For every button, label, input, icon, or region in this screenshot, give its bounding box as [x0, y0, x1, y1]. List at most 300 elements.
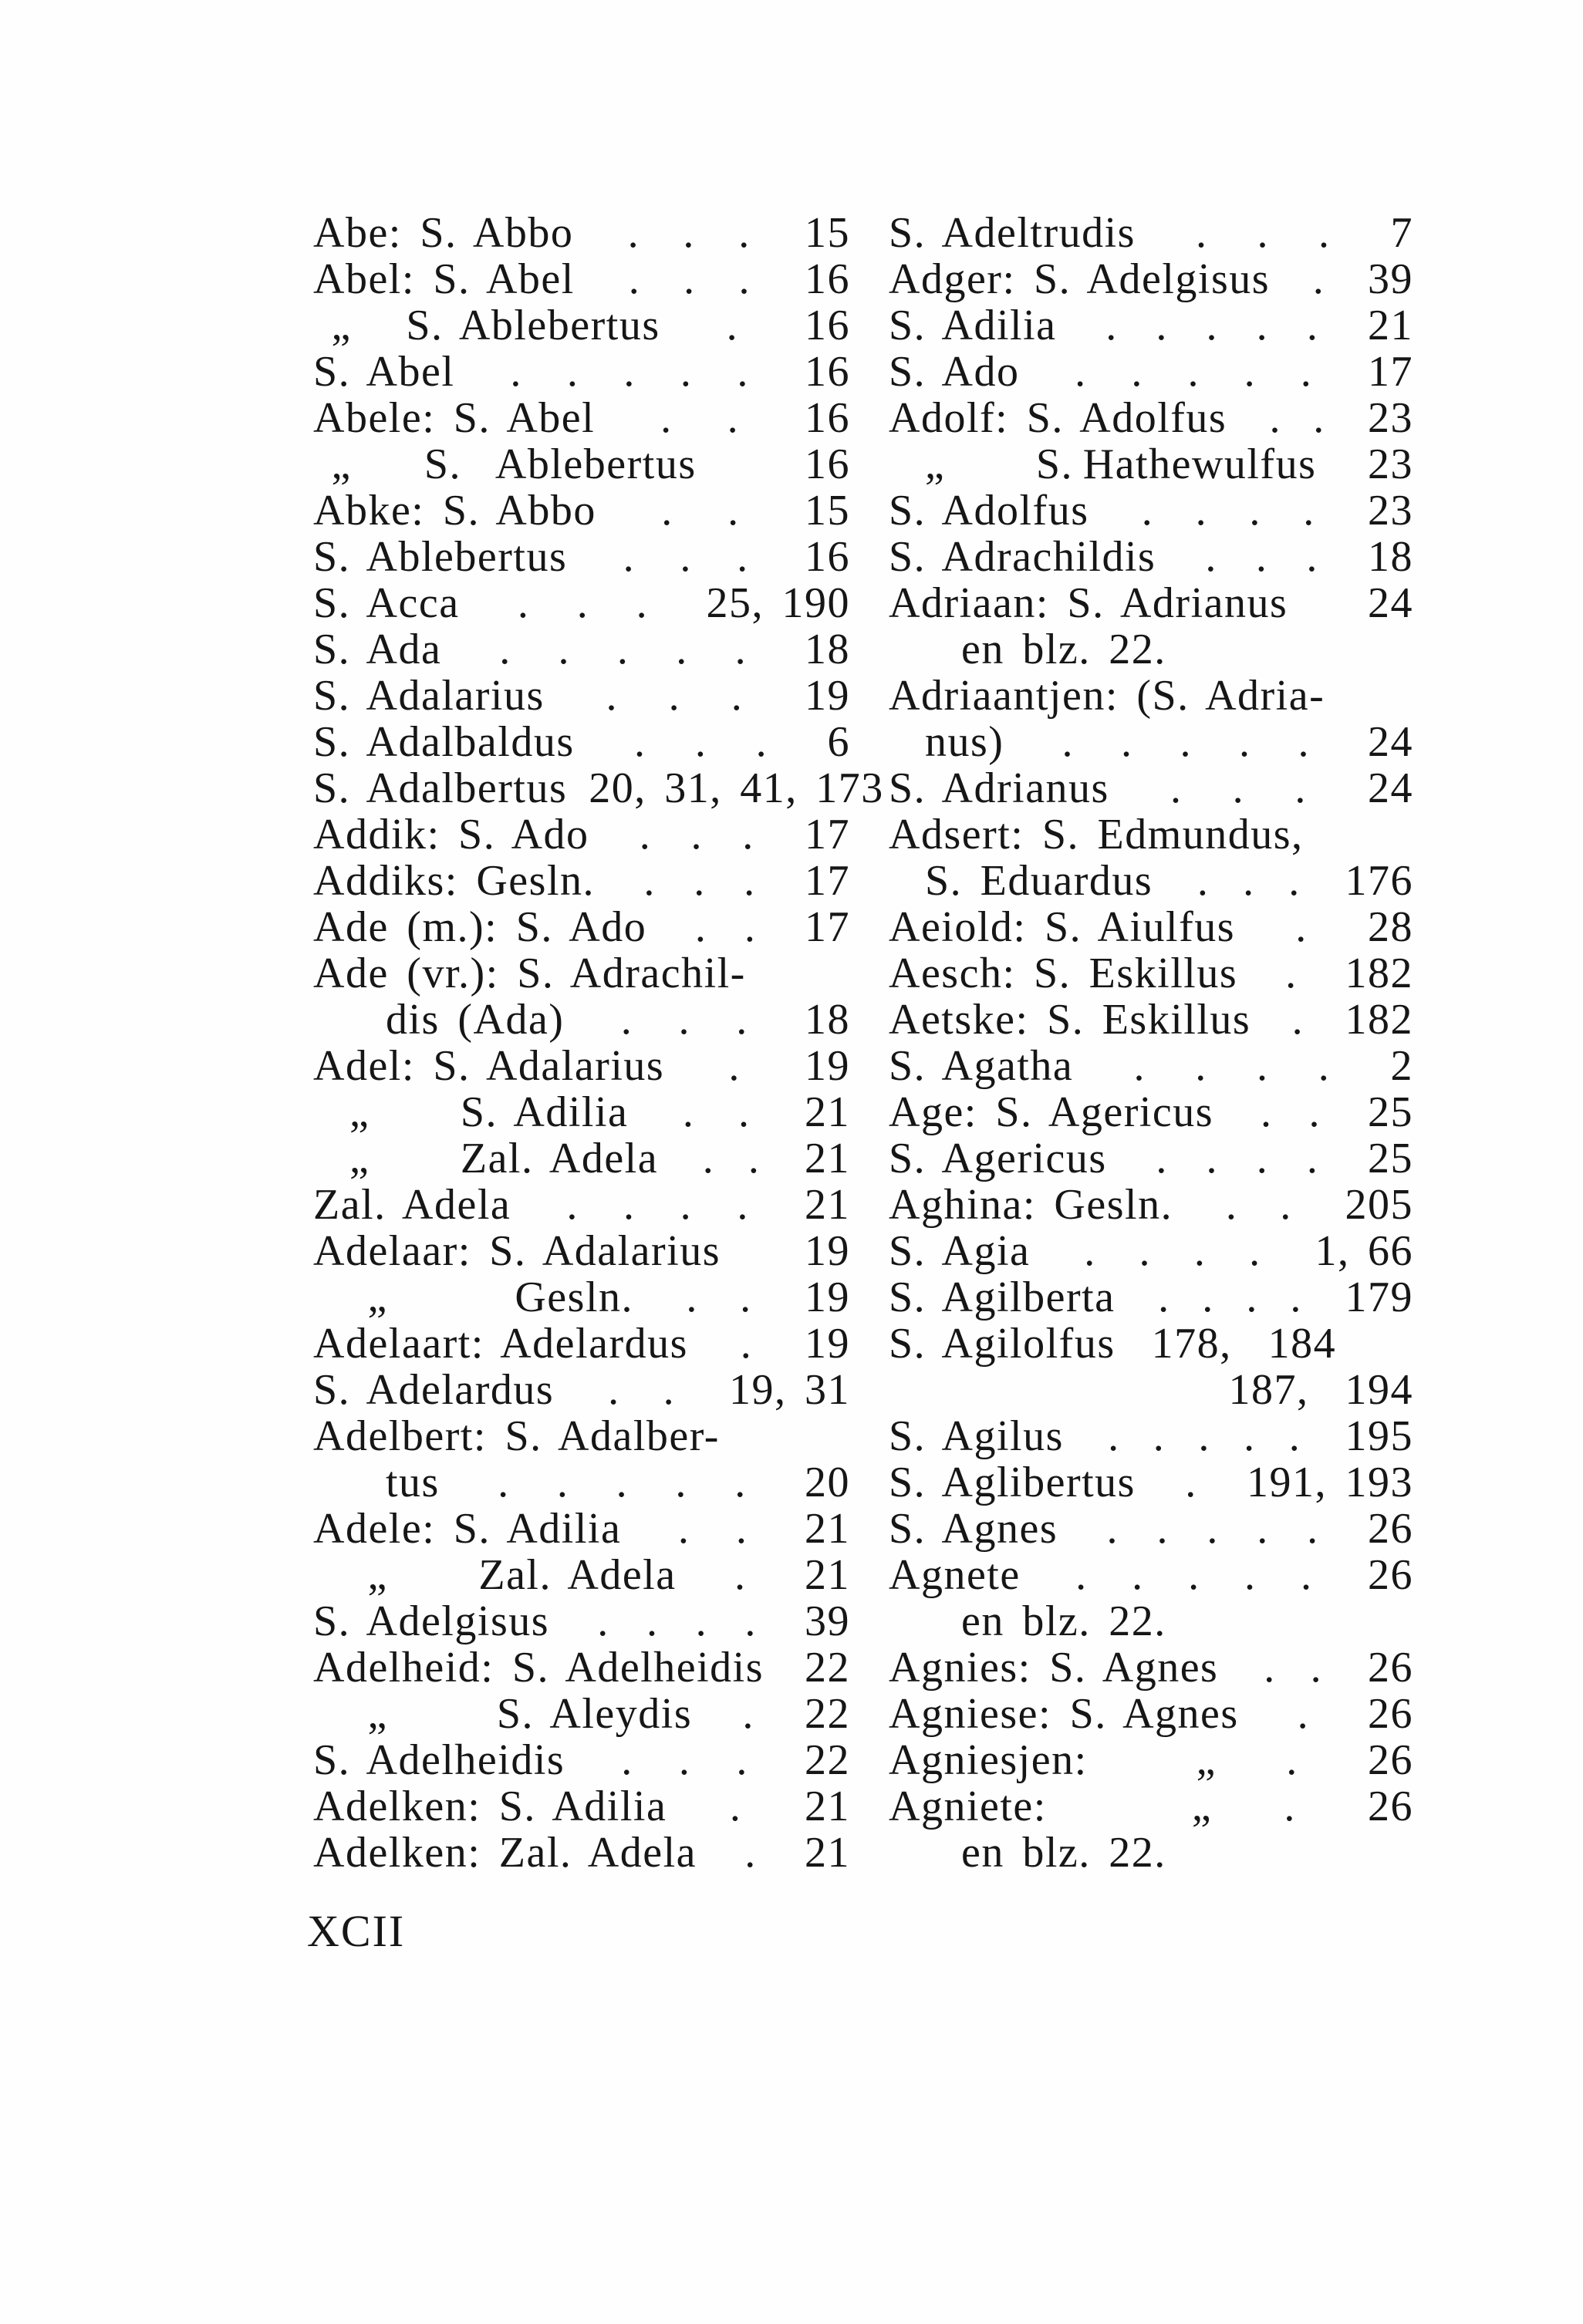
index-entry [889, 256, 1413, 302]
leader-dot: . [1158, 1273, 1170, 1321]
entry-page-number: 26 [1368, 1783, 1413, 1830]
index-entry [313, 904, 850, 950]
index-entry [313, 210, 850, 256]
leader-dot: . [740, 1320, 753, 1368]
entry-page-number: 21 [805, 1783, 850, 1830]
leader-dots [1057, 302, 1368, 349]
index-entry [313, 1413, 850, 1459]
leader-dot: . [1312, 255, 1325, 303]
entry-page-number: 21 [805, 1181, 850, 1229]
leader-dot: . [1298, 718, 1310, 766]
leader-dot: . [1141, 487, 1154, 535]
entry-page-number: 24 [1368, 579, 1413, 627]
entry-label: „ S. Aleydis [313, 1690, 693, 1738]
leader-dot: . [498, 1459, 510, 1506]
index-entry [889, 1043, 1413, 1089]
leader-dot: . [748, 1135, 761, 1182]
entry-label: S. Agatha [889, 1042, 1074, 1090]
leader-dots [1218, 1644, 1368, 1691]
entry-label: S. Agericus [889, 1135, 1107, 1182]
entry-page-number: 7 [1390, 209, 1413, 257]
entry-label: Aesch: S. Eskillus [889, 950, 1238, 997]
entry-page-number: 26 [1368, 1551, 1413, 1599]
leader-dot: . [1291, 996, 1305, 1044]
leader-dot: . [683, 209, 695, 257]
index-entry [313, 1506, 850, 1552]
leader-dot: . [1132, 1551, 1144, 1599]
leader-dot: . [1105, 302, 1118, 349]
leader-dots [1270, 256, 1368, 302]
index-entry [889, 1413, 1413, 1459]
entry-label: S. Adelheidis [313, 1736, 565, 1784]
entry-label: Agniese: S. Agnes [889, 1690, 1239, 1738]
leader-dots [511, 1182, 805, 1228]
leader-dots [1116, 1274, 1345, 1321]
leader-dot: . [510, 348, 522, 396]
leader-dots [1136, 210, 1391, 256]
entry-label: Adriaantjen: (S. Adria- [889, 672, 1325, 720]
leader-dots [1021, 1552, 1368, 1598]
leader-dot: . [727, 394, 740, 442]
leader-dot: . [1244, 348, 1257, 396]
leader-dots [1156, 534, 1368, 580]
entry-label: Adelaart: Adelardus [313, 1320, 688, 1368]
leader-dot: . [633, 718, 646, 766]
leader-dots [1212, 1783, 1368, 1830]
leader-dot: . [676, 626, 688, 673]
leader-dot: . [740, 1273, 752, 1321]
leader-dots [1217, 1737, 1368, 1783]
leader-dot: . [1306, 533, 1318, 581]
leader-dots [595, 858, 805, 904]
leader-dot: . [1306, 1135, 1319, 1182]
index-entry [889, 580, 1413, 626]
leader-dot: . [1207, 1505, 1219, 1553]
leader-dot: . [1075, 348, 1087, 396]
index-entry [889, 1598, 1413, 1644]
leader-dot: . [683, 255, 696, 303]
leader-dot: . [1300, 1551, 1313, 1599]
leader-dot: . [556, 1459, 569, 1506]
entry-page-number: 16 [805, 394, 850, 442]
leader-dots [565, 1737, 805, 1783]
leader-dot: . [1156, 302, 1168, 349]
leader-dots [621, 1506, 805, 1552]
leader-dots [575, 256, 805, 302]
leader-dot: . [731, 672, 744, 720]
index-entry [313, 349, 850, 395]
leader-dot: . [643, 857, 656, 905]
leader-dots [440, 1459, 805, 1506]
leader-dots [554, 1367, 729, 1413]
entry-page-number: 176 [1345, 857, 1413, 905]
leader-dot: . [566, 348, 579, 396]
leader-dot: . [1261, 1088, 1273, 1136]
entry-label: S. Eduardus [889, 857, 1153, 905]
entry-label: Addik: S. Ado [313, 811, 589, 858]
leader-dot: . [1238, 718, 1251, 766]
leader-dot: . [695, 1597, 708, 1645]
index-column-right [889, 210, 1413, 1876]
entry-label: Adsert: S. Edmundus, [889, 811, 1304, 858]
leader-dot: . [623, 348, 636, 396]
leader-dot: . [1244, 1551, 1257, 1599]
leader-dot: . [1206, 302, 1218, 349]
index-entry [313, 1182, 850, 1228]
entry-label: „ S. Hathewulfus [889, 440, 1317, 488]
leader-dot: . [737, 348, 749, 396]
index-entry [889, 1830, 1413, 1876]
leader-dots [658, 1135, 805, 1182]
leader-dot: . [734, 1551, 747, 1599]
leader-dot: . [737, 533, 749, 581]
entry-page-number: 17 [1368, 348, 1413, 396]
entry-label: Adriaan: S. Adrianus [889, 579, 1288, 627]
entry-label: S. Ada [313, 626, 442, 673]
leader-dot: . [727, 487, 740, 535]
entry-label: S. Abel [313, 348, 455, 396]
index-entry [313, 950, 850, 997]
entry-label: S. Agia [889, 1227, 1031, 1275]
index-entry [889, 950, 1413, 997]
leader-dot: . [678, 1736, 691, 1784]
entry-page-number: 23 [1368, 394, 1413, 442]
entry-page-number: 18 [805, 996, 850, 1044]
entry-page-number: 6 [827, 718, 850, 766]
entry-label: S. Adrachildis [889, 533, 1156, 581]
entry-label: tus [313, 1459, 440, 1506]
entry-label: S. Adrianus [889, 764, 1109, 812]
entry-page-number: 195 [1345, 1412, 1413, 1460]
index-entry [313, 1783, 850, 1830]
entry-page-number: 25, 190 [706, 579, 850, 627]
leader-dot: . [1269, 394, 1281, 442]
leader-dot: . [735, 1505, 748, 1553]
leader-dot: . [742, 811, 754, 858]
index-entry [889, 626, 1413, 673]
leader-dot: . [1308, 1088, 1321, 1136]
leader-dot: . [1075, 1551, 1088, 1599]
leader-dots [697, 1830, 805, 1876]
leader-dot: . [1264, 1644, 1276, 1692]
leader-dots [549, 1598, 805, 1644]
entry-page-number: 28 [1368, 903, 1413, 951]
entry-page-number: 20, 31, 41, 173 [589, 764, 884, 812]
index-entry [889, 302, 1413, 349]
entry-page-number: 21 [805, 1088, 850, 1136]
leader-dots [688, 1321, 805, 1367]
entry-page-number: 24 [1368, 718, 1413, 766]
leader-dot: . [738, 209, 751, 257]
entry-page-number: 17 [805, 903, 850, 951]
index-entry [889, 1321, 1413, 1367]
entry-page-number: 15 [805, 209, 850, 257]
leader-dot: . [1156, 1135, 1168, 1182]
leader-dots [667, 1783, 805, 1830]
index-entry [889, 1135, 1413, 1182]
leader-dot: . [1170, 764, 1183, 812]
index-entry [313, 1043, 850, 1089]
index-entry [313, 1830, 850, 1876]
entry-label: nus) [889, 718, 1004, 766]
entry-label: Abke: S. Abbo [313, 487, 596, 535]
index-entry [889, 1089, 1413, 1135]
leader-dot: . [639, 811, 652, 858]
index-entry [313, 441, 850, 487]
leader-dot: . [742, 1690, 754, 1738]
entry-label: Age: S. Agericus [889, 1088, 1214, 1136]
leader-dots [1136, 1459, 1247, 1506]
entry-label: S. Adolfus [889, 487, 1089, 535]
leader-dot: . [1232, 764, 1245, 812]
leader-dot: . [1180, 718, 1192, 766]
index-entry [889, 858, 1413, 904]
entry-label: Adelken: Zal. Adela [313, 1829, 697, 1877]
leader-dot: . [1139, 1227, 1152, 1275]
page-footer-folio: XCII [307, 1906, 406, 1956]
entry-page-number: 22 [805, 1644, 850, 1692]
leader-dot: . [755, 718, 768, 766]
leader-dot: . [1243, 857, 1255, 905]
entry-label: „ S. Adilia [313, 1088, 629, 1136]
leader-dots [1251, 997, 1345, 1043]
leader-dot: . [1156, 1505, 1169, 1553]
entry-label: Aghina: Gesln. [889, 1181, 1173, 1229]
leader-dots [1004, 719, 1368, 765]
leader-dot: . [558, 626, 571, 673]
entry-label: S. Adalarius [313, 672, 545, 720]
entry-page-number: 26 [1368, 1505, 1413, 1553]
entry-label: S. Ado [889, 348, 1020, 396]
leader-dot: . [1108, 1412, 1120, 1460]
entry-label: S. Aglibertus [889, 1459, 1136, 1506]
entry-page-number: 21 [1368, 302, 1413, 349]
leader-dot: . [1084, 1227, 1096, 1275]
leader-dot: . [1246, 1273, 1258, 1321]
entry-label: Adelaar: S. Adalarius [313, 1227, 721, 1275]
entry-page-number: 1, 66 [1315, 1227, 1413, 1275]
leader-dot: . [1195, 209, 1208, 257]
leader-dot: . [682, 1088, 695, 1136]
leader-dot: . [744, 857, 756, 905]
index-entry [889, 1737, 1413, 1783]
leader-dots [441, 626, 805, 673]
leader-dots [460, 580, 707, 626]
leader-dot: . [606, 672, 618, 720]
entry-page-number: 17 [805, 811, 850, 858]
entry-page-number: 16 [805, 533, 850, 581]
leader-dots [1107, 1135, 1368, 1182]
entry-label: Agniete: „ [889, 1783, 1213, 1830]
leader-dot: . [668, 672, 681, 720]
leader-dot: . [1303, 487, 1315, 535]
leader-dot: . [660, 394, 673, 442]
entry-page-number: 26 [1368, 1736, 1413, 1784]
index-entry [313, 626, 850, 673]
index-entry [313, 1321, 850, 1367]
index-entry [889, 1644, 1413, 1691]
leader-dot: . [1257, 1505, 1269, 1553]
leader-dot: . [737, 1181, 749, 1229]
index-entry [889, 1506, 1413, 1552]
index-entry [889, 1691, 1413, 1737]
index-entry [889, 1228, 1413, 1274]
entry-page-number: 2 [1390, 1042, 1413, 1090]
leader-dot: . [1288, 1412, 1301, 1460]
entry-page-number: 22 [805, 1736, 850, 1784]
entry-page-number: 23 [1368, 487, 1413, 535]
index-entry [313, 1274, 850, 1321]
index-entry [313, 256, 850, 302]
leader-dot: . [678, 996, 690, 1044]
leader-dot: . [734, 626, 748, 673]
leader-dot: . [1286, 1736, 1298, 1784]
entry-page-number: 182 [1345, 996, 1413, 1044]
index-entry [313, 302, 850, 349]
leader-dot: . [636, 579, 649, 627]
leader-dot: . [680, 348, 693, 396]
leader-dot: . [680, 1181, 693, 1229]
entry-label: S. Agilberta [889, 1273, 1116, 1321]
leader-dot: . [1131, 348, 1143, 396]
leader-dots [1058, 1506, 1368, 1552]
leader-dot: . [726, 302, 739, 349]
index-entry [889, 1367, 1413, 1413]
index-entry [889, 441, 1413, 487]
entry-label: dis (Ada) [313, 996, 565, 1044]
leader-dot: . [675, 1459, 687, 1506]
leader-dot: . [1244, 1412, 1256, 1460]
leader-dot: . [1307, 1505, 1319, 1553]
entry-page-number: 18 [805, 626, 850, 673]
leader-dots [1089, 487, 1369, 534]
index-entry [889, 1552, 1413, 1598]
entry-page-number: 21 [805, 1135, 850, 1182]
entry-label: Agniesjen: „ [889, 1736, 1217, 1784]
leader-dot: . [1313, 394, 1325, 442]
entry-page-number: 16 [805, 440, 850, 488]
leader-dot: . [1120, 718, 1133, 766]
leader-dots [633, 1274, 805, 1321]
leader-dots [1173, 1182, 1345, 1228]
entry-label: „ S. Ablebertus [313, 440, 697, 488]
entry-page-number: 191, 193 [1247, 1459, 1413, 1506]
entry-label: „ Zal. Adela [313, 1135, 659, 1182]
entry-label: S. Ablebertus [313, 533, 568, 581]
leader-dots [545, 673, 805, 719]
entry-label: en blz. 22. [889, 1597, 1166, 1645]
leader-dot: . [1256, 1042, 1269, 1090]
leader-dot: . [1257, 209, 1269, 257]
index-entry [889, 904, 1413, 950]
leader-dots [1153, 858, 1345, 904]
entry-label: „ Gesln. [313, 1273, 634, 1321]
leader-dots [1030, 1228, 1315, 1274]
entry-label: S. Agilolfus 178, 184 [889, 1320, 1337, 1368]
entry-page-number: 19 [805, 1273, 850, 1321]
index-entry [889, 487, 1413, 534]
entry-label: Ade (vr.): S. Adrachil- [313, 950, 746, 997]
index-entry [889, 1783, 1413, 1830]
leader-dot: . [1195, 487, 1208, 535]
leader-dot: . [663, 1366, 676, 1414]
index-entry [313, 534, 850, 580]
index-column-left [313, 209, 884, 1877]
index-entry [313, 1135, 850, 1182]
index-entry [313, 811, 850, 858]
leader-dot: . [1205, 533, 1217, 581]
index-entry [889, 811, 1413, 858]
index-entry [889, 1459, 1413, 1506]
entry-label: Aetske: S. Eskillus [889, 996, 1251, 1044]
index-entry [313, 1089, 850, 1135]
entry-page-number: 16 [805, 255, 850, 303]
index-entry [313, 673, 850, 719]
entry-label: S. Agilus [889, 1412, 1064, 1460]
index-entry [889, 395, 1413, 441]
entry-label: en blz. 22. [889, 1829, 1166, 1877]
leader-dot: . [736, 1736, 748, 1784]
leader-dot: . [1294, 764, 1307, 812]
entry-label: Adel: S. Adalarius [313, 1042, 665, 1090]
leader-dots [596, 487, 805, 534]
index-entry [313, 1737, 850, 1783]
entry-page-number: 26 [1368, 1644, 1413, 1692]
entry-page-number: 187, 194 [1228, 1366, 1413, 1414]
leader-dot: . [728, 1042, 741, 1090]
entry-label: Adolf: S. Adolfus [889, 394, 1227, 442]
leader-dot: . [1256, 302, 1269, 349]
leader-dot: . [686, 1273, 698, 1321]
index-entry [313, 1691, 850, 1737]
entry-label: Abe: S. Abbo [313, 209, 574, 257]
leader-dot: . [628, 255, 641, 303]
leader-dot: . [1133, 1042, 1146, 1090]
index-entry [889, 1274, 1413, 1321]
leader-dot: . [1062, 718, 1074, 766]
entry-label: Adger: S. Adelgisus [889, 255, 1271, 303]
entry-page-number: 179 [1345, 1273, 1413, 1321]
index-entry [313, 764, 884, 812]
entry-label: Agnies: S. Agnes [889, 1644, 1219, 1692]
entry-page-number: 19, 31 [729, 1366, 850, 1414]
entry-label: en blz. 22. [889, 626, 1166, 673]
leader-dot: . [1284, 1783, 1296, 1830]
entry-label: S. Adelgisus [313, 1597, 550, 1645]
entry-page-number: 25 [1368, 1088, 1413, 1136]
leader-dot: . [690, 811, 704, 858]
leader-dot: . [517, 579, 530, 627]
leader-dot: . [1256, 1135, 1269, 1182]
leader-dot: . [1290, 1273, 1302, 1321]
entry-page-number: 25 [1368, 1135, 1413, 1182]
index-entry [313, 580, 850, 626]
leader-dots [1064, 1413, 1345, 1459]
leader-dots [664, 1043, 805, 1089]
leader-dot: . [597, 1597, 609, 1645]
entry-label: Addiks: Gesln. [313, 857, 595, 905]
entry-page-number: 21 [805, 1829, 850, 1877]
entry-label: Adelheid: S. Adelheidis [313, 1644, 764, 1692]
index-entry [889, 1182, 1413, 1228]
leader-dot: . [576, 579, 589, 627]
entry-page-number: 17 [805, 857, 850, 905]
entry-label: S. Adalbaldus [313, 718, 575, 766]
leader-dot: . [1300, 348, 1313, 396]
index-entry [313, 858, 850, 904]
leader-dot: . [646, 1597, 659, 1645]
index-entry [889, 997, 1413, 1043]
